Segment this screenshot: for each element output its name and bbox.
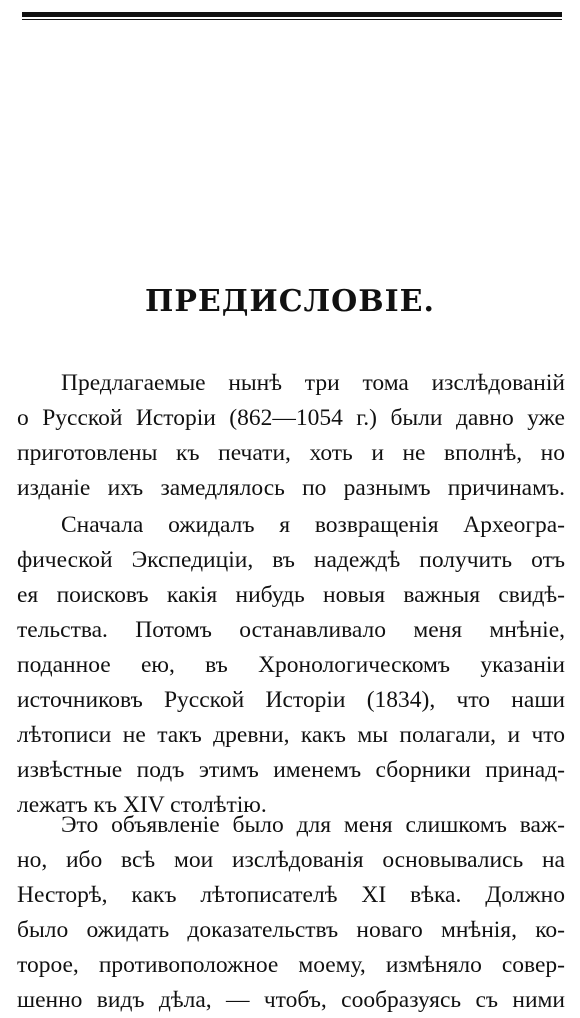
text-line: Сначала ожидалъ я возвращенія Археогра- — [61, 512, 565, 538]
text-line: приготовлены къ печати, хоть и не вполнѣ, но — [17, 440, 565, 466]
text-line: извѣстные подъ этимъ именемъ сборники принад- — [17, 757, 565, 783]
text-line: торое, противоположное моему, измѣняло совер- — [17, 952, 565, 978]
text-line: лѣтописи не такъ древни, какъ мы полагали, и что — [17, 722, 565, 748]
paragraph-1 — [17, 366, 565, 506]
text-line: о Русской Исторіи (862—1054 г.) были давно уже — [17, 405, 565, 431]
text-line: источниковъ Русской Исторіи (1834), что наши — [17, 687, 565, 713]
text-line: фической Экспедиціи, въ надеждѣ получить отъ — [17, 547, 565, 573]
text-line: тельства. Потомъ останавливало меня мнѣніе, — [17, 617, 565, 643]
text-line: но, ибо всѣ мои изслѣдованія основывались на — [17, 847, 565, 873]
text-line: изданіе ихъ замедлялось по разнымъ причинамъ. — [17, 475, 565, 501]
paragraph-3 — [17, 808, 565, 1018]
text-line: поданное ею, въ Хронологическомъ указаніи — [17, 652, 565, 678]
page-title: ПРЕДИСЛОВІЕ. — [144, 284, 435, 319]
paragraph-2 — [17, 508, 565, 823]
text-line: шенно видъ дѣла, — чтобъ, сообразуясь съ ними — [17, 987, 565, 1013]
text-line: лежатъ къ XIV столѣтію. — [17, 792, 267, 818]
text-line: Это объявленіе было для меня слишкомъ важ- — [61, 812, 565, 838]
text-line: было ожидать доказательствъ новаго мнѣнія, ко- — [17, 917, 565, 943]
text-line: ея поисковъ какія нибудь новыя важныя свидѣ- — [17, 582, 565, 608]
header-rule-thick — [22, 12, 562, 17]
text-line: Несторѣ, какъ лѣтописателѣ XI вѣка. Должно — [17, 882, 565, 908]
header-rule-thin — [22, 19, 562, 20]
text-line: Предлагаемые нынѣ три тома изслѣдованій — [61, 370, 565, 396]
